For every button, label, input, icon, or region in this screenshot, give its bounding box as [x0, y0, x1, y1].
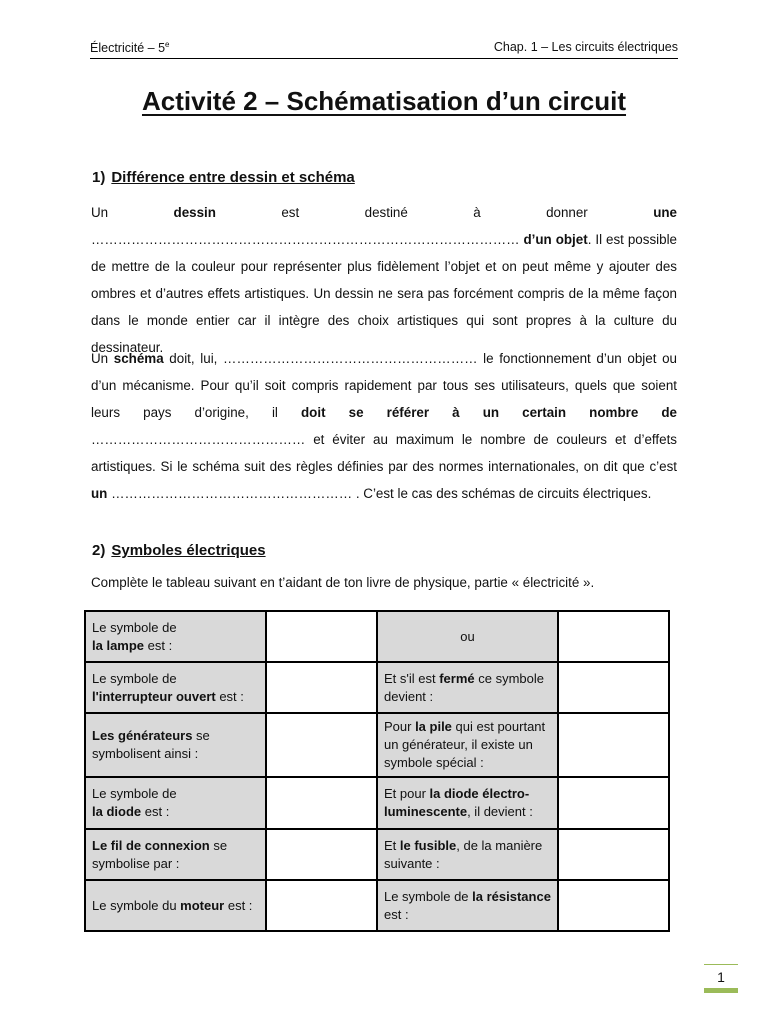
- label-fil-connexion: Le fil de connexion se symbolise par :: [85, 829, 266, 880]
- table-row: [85, 611, 669, 662]
- label-moteur: Le symbole du moteur est :: [85, 880, 266, 931]
- answer-cell-interrupteur-ferme[interactable]: [558, 662, 669, 713]
- section2-heading: 2) Symboles électriques: [92, 542, 266, 559]
- answer-cell-interrupteur-ouvert[interactable]: [266, 662, 377, 713]
- symbols-table: [84, 610, 670, 932]
- answer-cell-lampe[interactable]: [266, 611, 377, 662]
- label-interrupteur-ferme: Et s'il est fermé ce symbole devient :: [377, 662, 558, 713]
- answer-cell-fil-connexion[interactable]: [266, 829, 377, 880]
- page-header: [90, 40, 678, 59]
- answer-cell-diode[interactable]: [266, 777, 377, 829]
- paragraph-schema: Un schéma doit, lui, ………………………………………………… le fonctionnement d’un objet ou d’un mécanisme. Pour qu’il soit compris rapidement par tous ses utilisateurs, quels que soient leurs pays d’origine, il doit se référer à un certain nombre de ………………………………………… et éviter au maximum le nombre de couleurs et d’effets artistiques. Si le schéma suit des règles définies par des normes internationales, on dit que c’est un ……………………………………………… . C’est le cas des schémas de circuits électriques.: [91, 351, 678, 501]
- answer-cell-generateurs[interactable]: [266, 713, 377, 777]
- header-subject: Électricité – 5e: [90, 40, 170, 56]
- label-ou: ou: [377, 611, 558, 662]
- answer-cell-fusible[interactable]: [558, 829, 669, 880]
- page-number: 1: [704, 964, 738, 989]
- label-pile: Pour la pile qui est pourtant un générateur, il existe un symbole spécial :: [377, 713, 558, 777]
- table-instructions: Complète le tableau suivant en t’aidant de ton livre de physique, partie « électricité ».: [91, 575, 595, 590]
- label-del: Et pour la diode électro-luminescente, il devient :: [377, 777, 558, 829]
- page-title: Activité 2 – Schématisation d’un circuit: [141, 86, 627, 116]
- label-interrupteur-ouvert: Le symbole de l'interrupteur ouvert est :: [85, 662, 266, 713]
- answer-cell-pile[interactable]: [558, 713, 669, 777]
- table-row: [85, 880, 669, 931]
- answer-cell-moteur[interactable]: [266, 880, 377, 931]
- table-row: [85, 713, 669, 777]
- answer-cell-del[interactable]: [558, 777, 669, 829]
- section1-heading: 1) Différence entre dessin et schéma: [92, 169, 355, 186]
- label-lampe: Le symbole de la lampe est :: [85, 611, 266, 662]
- label-generateurs: Les générateurs se symbolisent ainsi :: [85, 713, 266, 777]
- table-row: [85, 662, 669, 713]
- paragraph-dessin: Un dessin est destiné à donner une …………………………………………………………………………………… d’un objet. Il est possible de mettre de la couleur pour représenter plus fidèlement l’objet et on peut même y ajouter des ombres et d’autres effets artistiques. Un dessin ne sera pas forcément compris de la même façon dans le monde entier car il intègre des choix artistiques qui sont propres à la culture du dessinateur.: [91, 205, 677, 355]
- label-diode: Le symbole de la diode est :: [85, 777, 266, 829]
- answer-cell-resistance[interactable]: [558, 880, 669, 931]
- footer-accent-bar: [704, 988, 738, 993]
- answer-cell-lampe-alt[interactable]: [558, 611, 669, 662]
- label-fusible: Et le fusible, de la manière suivante :: [377, 829, 558, 880]
- table-row: [85, 777, 669, 829]
- label-resistance: Le symbole de la résistance est :: [377, 880, 558, 931]
- header-chapter: Chap. 1 – Les circuits électriques: [493, 40, 678, 54]
- table-row: [85, 829, 669, 880]
